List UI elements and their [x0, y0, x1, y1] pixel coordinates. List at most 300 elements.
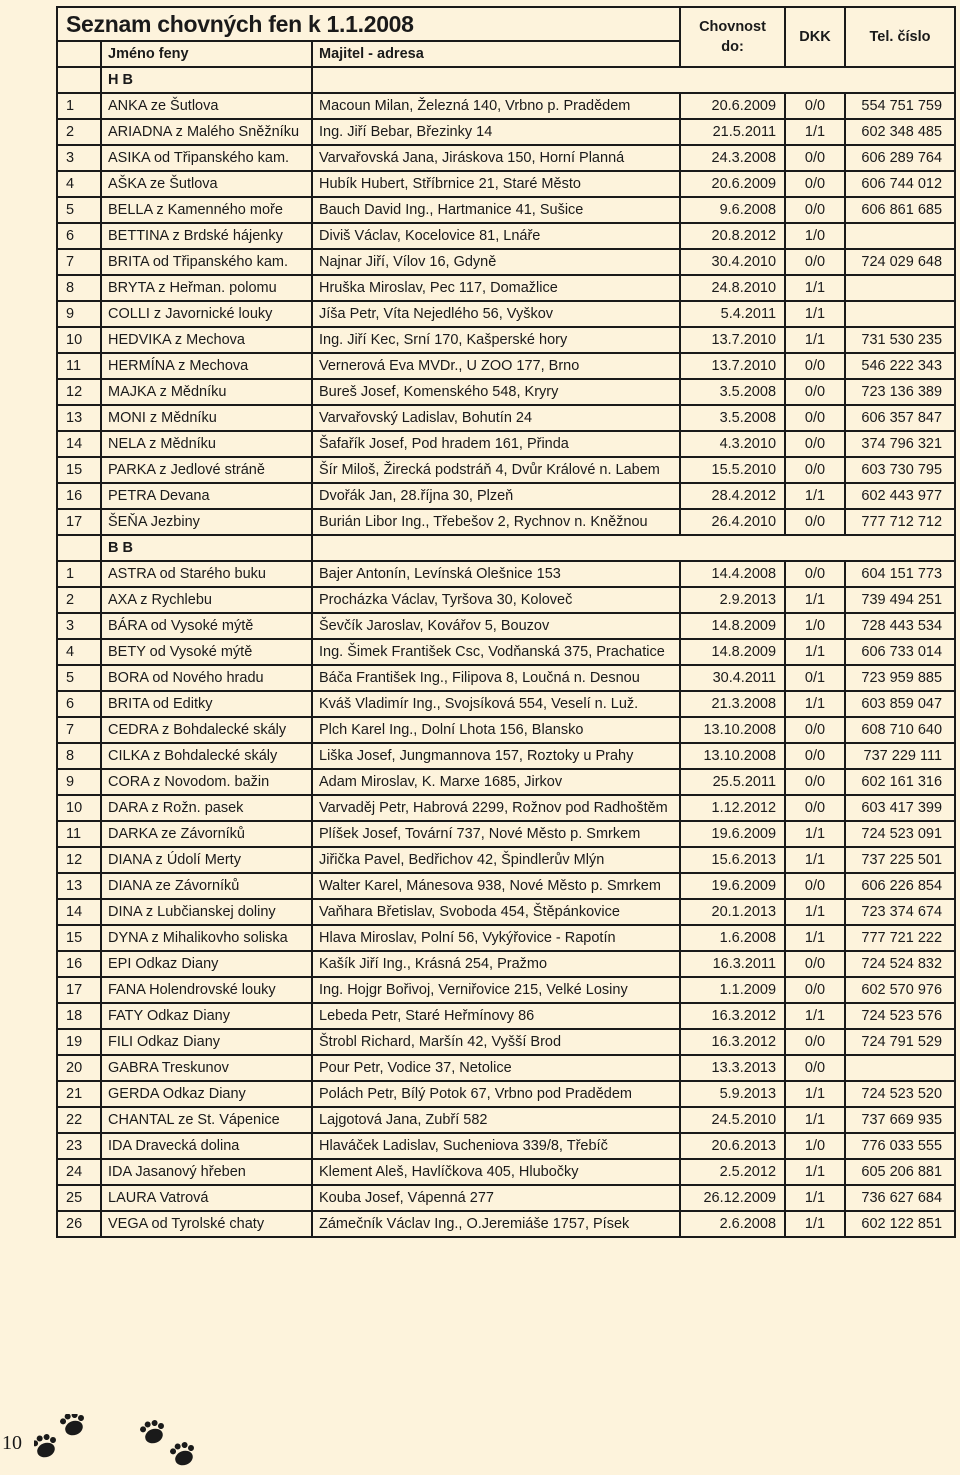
phone-number [845, 275, 955, 301]
breeding-until: 19.6.2009 [680, 873, 785, 899]
owner-address: Štrobl Richard, Maršín 42, Vyšší Brod [312, 1029, 680, 1055]
table-row [57, 1081, 955, 1107]
breeding-until: 25.5.2011 [680, 769, 785, 795]
breeding-until: 14.8.2009 [680, 639, 785, 665]
row-number: 7 [57, 717, 101, 743]
dkk-value: 1/1 [785, 119, 845, 145]
breeding-until: 13.10.2008 [680, 717, 785, 743]
row-number: 15 [57, 457, 101, 483]
dkk-value: 1/1 [785, 327, 845, 353]
female-name: HEDVIKA z Mechova [101, 327, 312, 353]
table-row [57, 275, 955, 301]
female-name: IDA Jasanový hřeben [101, 1159, 312, 1185]
table-row [57, 249, 955, 275]
female-name: FANA Holendrovské louky [101, 977, 312, 1003]
breeding-until: 21.3.2008 [680, 691, 785, 717]
female-name: BORA od Nového hradu [101, 665, 312, 691]
dkk-value: 1/1 [785, 1003, 845, 1029]
dkk-value: 0/0 [785, 249, 845, 275]
dkk-value: 0/0 [785, 509, 845, 535]
owner-address: Lebeda Petr, Staré Heřmínovy 86 [312, 1003, 680, 1029]
owner-address: Ševčík Jaroslav, Kovářov 5, Bouzov [312, 613, 680, 639]
phone-number: 728 443 534 [845, 613, 955, 639]
row-number: 15 [57, 925, 101, 951]
breeding-until: 4.3.2010 [680, 431, 785, 457]
breeding-until: 9.6.2008 [680, 197, 785, 223]
breeding-until: 28.4.2012 [680, 483, 785, 509]
table-row [57, 561, 955, 587]
dkk-value: 1/1 [785, 1081, 845, 1107]
owner-address: Klement Aleš, Havlíčkova 405, Hlubočky [312, 1159, 680, 1185]
section-row [57, 67, 955, 93]
female-name: DARKA ze Závorníků [101, 821, 312, 847]
female-name: DIANA z Údolí Merty [101, 847, 312, 873]
row-number: 13 [57, 873, 101, 899]
female-name: BETY od Vysoké mýtě [101, 639, 312, 665]
row-number: 16 [57, 951, 101, 977]
table-row [57, 197, 955, 223]
owner-address: Šafařík Josef, Pod hradem 161, Přinda [312, 431, 680, 457]
dkk-value: 1/1 [785, 821, 845, 847]
phone-number: 777 721 222 [845, 925, 955, 951]
dkk-value: 1/1 [785, 847, 845, 873]
dkk-value: 0/0 [785, 197, 845, 223]
female-name: NELA z Mědníku [101, 431, 312, 457]
table-row [57, 769, 955, 795]
owner-address: Pour Petr, Vodice 37, Netolice [312, 1055, 680, 1081]
owner-address: Ing. Jiří Kec, Srní 170, Kašperské hory [312, 327, 680, 353]
female-name: DARA z Rožn. pasek [101, 795, 312, 821]
dkk-value: 0/1 [785, 665, 845, 691]
breeding-until: 16.3.2011 [680, 951, 785, 977]
breeding-until: 1.6.2008 [680, 925, 785, 951]
table-row [57, 873, 955, 899]
row-number: 2 [57, 587, 101, 613]
female-name: AŠKA ze Šutlova [101, 171, 312, 197]
table-row [57, 457, 955, 483]
table-row [57, 431, 955, 457]
dkk-value: 0/0 [785, 171, 845, 197]
dkk-value: 1/0 [785, 223, 845, 249]
owner-address: Burián Libor Ing., Třebešov 2, Rychnov n. Kněžnou [312, 509, 680, 535]
section-label: B B [101, 535, 312, 561]
owner-address: Hubík Hubert, Stříbrnice 21, Staré Město [312, 171, 680, 197]
breeding-until: 20.6.2013 [680, 1133, 785, 1159]
owner-address: Vernerová Eva MVDr., U ZOO 177, Brno [312, 353, 680, 379]
female-name: FATY Odkaz Diany [101, 1003, 312, 1029]
breeding-until: 24.3.2008 [680, 145, 785, 171]
phone-number: 723 374 674 [845, 899, 955, 925]
phone-number: 546 222 343 [845, 353, 955, 379]
female-name: GABRA Treskunov [101, 1055, 312, 1081]
breeding-until: 5.4.2011 [680, 301, 785, 327]
phone-number: 777 712 712 [845, 509, 955, 535]
female-name: CORA z Novodom. bažin [101, 769, 312, 795]
owner-address: Jíša Petr, Víta Nejedlého 56, Vyškov [312, 301, 680, 327]
row-number: 8 [57, 275, 101, 301]
section-spacer [312, 535, 955, 561]
row-number: 4 [57, 171, 101, 197]
row-number: 6 [57, 691, 101, 717]
table-row [57, 925, 955, 951]
phone-number: 606 861 685 [845, 197, 955, 223]
row-number: 17 [57, 977, 101, 1003]
breeding-until: 2.9.2013 [680, 587, 785, 613]
table-row [57, 795, 955, 821]
female-name: PETRA Devana [101, 483, 312, 509]
row-number: 24 [57, 1159, 101, 1185]
row-number: 25 [57, 1185, 101, 1211]
owner-address: Ing. Jiří Bebar, Březinky 14 [312, 119, 680, 145]
phone-number: 724 523 520 [845, 1081, 955, 1107]
dkk-value: 1/1 [785, 639, 845, 665]
breeding-until: 20.8.2012 [680, 223, 785, 249]
table-row [57, 1185, 955, 1211]
table-row [57, 1211, 955, 1237]
header-dkk: DKK [785, 7, 845, 67]
phone-number: 374 796 321 [845, 431, 955, 457]
female-name: CILKA z Bohdalecké skály [101, 743, 312, 769]
dkk-value: 1/1 [785, 899, 845, 925]
title-row [57, 7, 955, 41]
row-number: 22 [57, 1107, 101, 1133]
header-number [57, 41, 101, 67]
header-breeding-until: Chovnost do: [680, 7, 785, 67]
breeding-until: 30.4.2010 [680, 249, 785, 275]
breeding-until: 15.6.2013 [680, 847, 785, 873]
section-spacer [312, 67, 955, 93]
dkk-value: 1/1 [785, 925, 845, 951]
dkk-value: 0/0 [785, 405, 845, 431]
dkk-value: 0/0 [785, 457, 845, 483]
phone-number: 602 443 977 [845, 483, 955, 509]
female-name: BRYTA z Heřman. polomu [101, 275, 312, 301]
phone-number: 605 206 881 [845, 1159, 955, 1185]
row-number: 1 [57, 561, 101, 587]
owner-address: Walter Karel, Mánesova 938, Nové Město p. Smrkem [312, 873, 680, 899]
phone-number: 602 161 316 [845, 769, 955, 795]
table-row [57, 1055, 955, 1081]
owner-address: Kouba Josef, Vápenná 277 [312, 1185, 680, 1211]
row-number: 7 [57, 249, 101, 275]
dkk-value: 1/0 [785, 1133, 845, 1159]
phone-number: 731 530 235 [845, 327, 955, 353]
female-name: AXA z Rychlebu [101, 587, 312, 613]
phone-number: 737 669 935 [845, 1107, 955, 1133]
phone-number: 724 523 576 [845, 1003, 955, 1029]
table-row [57, 119, 955, 145]
owner-address: Macoun Milan, Železná 140, Vrbno p. Pradědem [312, 93, 680, 119]
phone-number: 724 791 529 [845, 1029, 955, 1055]
phone-number: 606 733 014 [845, 639, 955, 665]
dkk-value: 0/0 [785, 769, 845, 795]
row-number: 5 [57, 197, 101, 223]
table-body [57, 7, 955, 1237]
owner-address: Liška Josef, Jungmannova 157, Roztoky u Prahy [312, 743, 680, 769]
table-row [57, 1029, 955, 1055]
breeding-until: 13.7.2010 [680, 327, 785, 353]
row-number: 17 [57, 509, 101, 535]
breeding-until: 15.5.2010 [680, 457, 785, 483]
breeding-until: 3.5.2008 [680, 379, 785, 405]
female-name: CHANTAL ze St. Vápenice [101, 1107, 312, 1133]
female-name: MAJKA z Mědníku [101, 379, 312, 405]
row-number: 14 [57, 899, 101, 925]
dkk-value: 0/0 [785, 951, 845, 977]
breeding-until: 1.1.2009 [680, 977, 785, 1003]
dkk-value: 1/0 [785, 613, 845, 639]
table-row [57, 899, 955, 925]
row-number: 26 [57, 1211, 101, 1237]
phone-number: 604 151 773 [845, 561, 955, 587]
breeding-until: 20.6.2009 [680, 93, 785, 119]
dkk-value: 0/0 [785, 561, 845, 587]
table-row [57, 847, 955, 873]
female-name: LAURA Vatrová [101, 1185, 312, 1211]
phone-number [845, 301, 955, 327]
row-number: 18 [57, 1003, 101, 1029]
owner-address: Kašík Jiří Ing., Krásná 254, Pražmo [312, 951, 680, 977]
table-row [57, 353, 955, 379]
owner-address: Diviš Václav, Kocelovice 81, Lnáře [312, 223, 680, 249]
phone-number: 724 029 648 [845, 249, 955, 275]
phone-number: 723 959 885 [845, 665, 955, 691]
dkk-value: 0/0 [785, 717, 845, 743]
header-phone: Tel. číslo [845, 7, 955, 67]
dkk-value: 0/0 [785, 379, 845, 405]
phone-number: 602 570 976 [845, 977, 955, 1003]
owner-address: Najnar Jiří, Vílov 16, Gdyně [312, 249, 680, 275]
phone-number: 602 348 485 [845, 119, 955, 145]
female-name: PARKA z Jedlové stráně [101, 457, 312, 483]
table-row [57, 379, 955, 405]
phone-number [845, 223, 955, 249]
table-row [57, 665, 955, 691]
table-row [57, 691, 955, 717]
owner-address: Bauch David Ing., Hartmanice 41, Sušice [312, 197, 680, 223]
row-number: 10 [57, 327, 101, 353]
table-row [57, 1003, 955, 1029]
phone-number: 608 710 640 [845, 717, 955, 743]
breeding-until: 14.4.2008 [680, 561, 785, 587]
page-title: Seznam chovných fen k 1.1.2008 [57, 7, 680, 41]
row-number: 23 [57, 1133, 101, 1159]
section-label: H B [101, 67, 312, 93]
owner-address: Hlava Miroslav, Polní 56, Vykýřovice - Rapotín [312, 925, 680, 951]
breeding-until: 24.5.2010 [680, 1107, 785, 1133]
dkk-value: 0/0 [785, 743, 845, 769]
phone-number: 554 751 759 [845, 93, 955, 119]
female-name: BÁRA od Vysoké mýtě [101, 613, 312, 639]
owner-address: Procházka Václav, Tyršova 30, Koloveč [312, 587, 680, 613]
dkk-value: 0/0 [785, 145, 845, 171]
female-name: BRITA od Třipanského kam. [101, 249, 312, 275]
breeding-until: 16.3.2012 [680, 1029, 785, 1055]
phone-number: 736 627 684 [845, 1185, 955, 1211]
phone-number: 739 494 251 [845, 587, 955, 613]
table-row [57, 405, 955, 431]
owner-address: Báča František Ing., Filipova 8, Loučná n. Desnou [312, 665, 680, 691]
phone-number: 723 136 389 [845, 379, 955, 405]
dkk-value: 1/1 [785, 275, 845, 301]
table-row [57, 639, 955, 665]
breeding-until: 5.9.2013 [680, 1081, 785, 1107]
dkk-value: 1/1 [785, 1107, 845, 1133]
row-number: 9 [57, 769, 101, 795]
header-owner: Majitel - adresa [312, 41, 680, 67]
table-row [57, 743, 955, 769]
dkk-value: 1/1 [785, 1211, 845, 1237]
female-name: FILI Odkaz Diany [101, 1029, 312, 1055]
female-name: VEGA od Tyrolské chaty [101, 1211, 312, 1237]
row-number: 11 [57, 821, 101, 847]
row-number: 21 [57, 1081, 101, 1107]
owner-address: Zámečník Václav Ing., O.Jeremiáše 1757, Písek [312, 1211, 680, 1237]
row-number: 19 [57, 1029, 101, 1055]
owner-address: Bajer Antonín, Levínská Olešnice 153 [312, 561, 680, 587]
table-row [57, 1107, 955, 1133]
table-row [57, 977, 955, 1003]
female-name: BETTINA z Brdské hájenky [101, 223, 312, 249]
dkk-value: 1/1 [785, 483, 845, 509]
breeding-until: 1.12.2012 [680, 795, 785, 821]
row-number: 3 [57, 613, 101, 639]
table-row [57, 327, 955, 353]
breeding-until: 21.5.2011 [680, 119, 785, 145]
phone-number [845, 1055, 955, 1081]
dkk-value: 0/0 [785, 873, 845, 899]
owner-address: Varvařovský Ladislav, Bohutín 24 [312, 405, 680, 431]
owner-address: Varvařovská Jana, Jiráskova 150, Horní Planná [312, 145, 680, 171]
table-row [57, 951, 955, 977]
row-number: 11 [57, 353, 101, 379]
owner-address: Varvaděj Petr, Habrová 2299, Rožnov pod Radhoštěm [312, 795, 680, 821]
paw-prints-icon [34, 1414, 224, 1474]
breeding-until: 20.6.2009 [680, 171, 785, 197]
dkk-value: 1/1 [785, 1185, 845, 1211]
dkk-value: 1/1 [785, 587, 845, 613]
owner-address: Hruška Miroslav, Pec 117, Domažlice [312, 275, 680, 301]
breeding-until: 24.8.2010 [680, 275, 785, 301]
dkk-value: 0/0 [785, 353, 845, 379]
female-name: MONI z Mědníku [101, 405, 312, 431]
header-name: Jméno feny [101, 41, 312, 67]
female-name: BRITA od Editky [101, 691, 312, 717]
row-number: 12 [57, 847, 101, 873]
female-name: HERMÍNA z Mechova [101, 353, 312, 379]
breeding-females-table [56, 6, 956, 1238]
table-row [57, 717, 955, 743]
owner-address: Kváš Vladimír Ing., Svojsíková 554, Veselí n. Luž. [312, 691, 680, 717]
female-name: BELLA z Kamenného moře [101, 197, 312, 223]
row-number: 1 [57, 93, 101, 119]
phone-number: 737 229 111 [845, 743, 955, 769]
breeding-until: 3.5.2008 [680, 405, 785, 431]
dkk-value: 0/0 [785, 1029, 845, 1055]
owner-address: Šír Miloš, Žirecká podstráň 4, Dvůr Králové n. Labem [312, 457, 680, 483]
breeding-until: 20.1.2013 [680, 899, 785, 925]
female-name: DIANA ze Závorníků [101, 873, 312, 899]
owner-address: Adam Miroslav, K. Marxe 1685, Jirkov [312, 769, 680, 795]
phone-number: 602 122 851 [845, 1211, 955, 1237]
breeding-until: 13.10.2008 [680, 743, 785, 769]
row-number: 20 [57, 1055, 101, 1081]
breeding-until: 26.12.2009 [680, 1185, 785, 1211]
owner-address: Vaňhara Břetislav, Svoboda 454, Štěpánkovice [312, 899, 680, 925]
female-name: COLLI z Javornické louky [101, 301, 312, 327]
section-number [57, 535, 101, 561]
section-number [57, 67, 101, 93]
row-number: 12 [57, 379, 101, 405]
owner-address: Lajgotová Jana, Zubří 582 [312, 1107, 680, 1133]
row-number: 9 [57, 301, 101, 327]
female-name: ARIADNA z Malého Sněžníku [101, 119, 312, 145]
dkk-value: 0/0 [785, 795, 845, 821]
female-name: CEDRA z Bohdalecké skály [101, 717, 312, 743]
page-number: 10 [2, 1432, 22, 1454]
table-row [57, 509, 955, 535]
phone-number: 606 744 012 [845, 171, 955, 197]
breeding-until: 13.7.2010 [680, 353, 785, 379]
phone-number: 724 524 832 [845, 951, 955, 977]
owner-address: Bureš Josef, Komenského 548, Kryry [312, 379, 680, 405]
dkk-value: 1/1 [785, 301, 845, 327]
dkk-value: 0/0 [785, 977, 845, 1003]
table-row [57, 483, 955, 509]
phone-number: 724 523 091 [845, 821, 955, 847]
phone-number: 776 033 555 [845, 1133, 955, 1159]
table-row [57, 821, 955, 847]
row-number: 3 [57, 145, 101, 171]
dkk-value: 1/1 [785, 691, 845, 717]
phone-number: 606 226 854 [845, 873, 955, 899]
table-row [57, 301, 955, 327]
female-name: DINA z Lubčianskej doliny [101, 899, 312, 925]
phone-number: 606 357 847 [845, 405, 955, 431]
female-name: IDA Dravecká dolina [101, 1133, 312, 1159]
breeding-until: 14.8.2009 [680, 613, 785, 639]
row-number: 16 [57, 483, 101, 509]
phone-number: 606 289 764 [845, 145, 955, 171]
row-number: 2 [57, 119, 101, 145]
table-row [57, 613, 955, 639]
table-row [57, 145, 955, 171]
female-name: DYNA z Mihalikovho soliska [101, 925, 312, 951]
row-number: 10 [57, 795, 101, 821]
table-row [57, 171, 955, 197]
table-row [57, 1159, 955, 1185]
owner-address: Dvořák Jan, 28.října 30, Plzeň [312, 483, 680, 509]
owner-address: Jiřička Pavel, Bedřichov 42, Špindlerův Mlýn [312, 847, 680, 873]
table-row [57, 223, 955, 249]
female-name: ASIKA od Třipanského kam. [101, 145, 312, 171]
owner-address: Plíšek Josef, Tovární 737, Nové Město p. Smrkem [312, 821, 680, 847]
phone-number: 603 859 047 [845, 691, 955, 717]
row-number: 4 [57, 639, 101, 665]
breeding-until: 2.6.2008 [680, 1211, 785, 1237]
owner-address: Ing. Hojgr Bořivoj, Verniřovice 215, Velké Losiny [312, 977, 680, 1003]
row-number: 5 [57, 665, 101, 691]
breeding-until: 16.3.2012 [680, 1003, 785, 1029]
section-row [57, 535, 955, 561]
phone-number: 603 730 795 [845, 457, 955, 483]
owner-address: Plch Karel Ing., Dolní Lhota 156, Blansko [312, 717, 680, 743]
breeding-until: 2.5.2012 [680, 1159, 785, 1185]
female-name: ANKA ze Šutlova [101, 93, 312, 119]
breeding-until: 13.3.2013 [680, 1055, 785, 1081]
dkk-value: 0/0 [785, 1055, 845, 1081]
owner-address: Ing. Šimek František Csc, Vodňanská 375, Prachatice [312, 639, 680, 665]
